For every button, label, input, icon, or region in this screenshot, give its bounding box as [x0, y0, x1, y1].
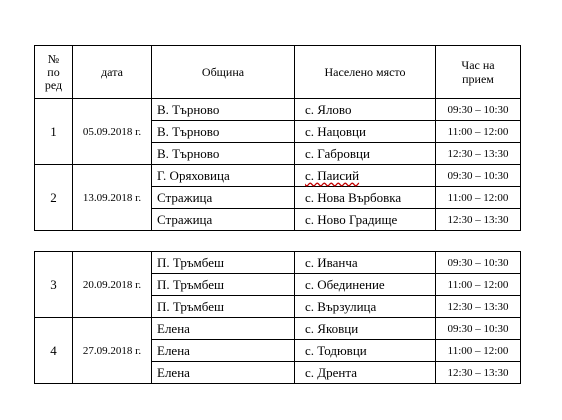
schedule-table-bottom	[34, 251, 521, 384]
cell-time: 11:00 – 12:00	[436, 274, 521, 296]
cell-time: 12:30 – 13:30	[436, 143, 521, 165]
cell-place: с. Яковци	[295, 318, 436, 340]
cell-municipality: В. Търново	[152, 143, 295, 165]
cell-place	[295, 165, 436, 187]
cell-municipality: В. Търново	[152, 121, 295, 143]
table-row	[35, 165, 521, 187]
group-number: 2	[35, 165, 73, 231]
cell-time: 09:30 – 10:30	[436, 165, 521, 187]
cell-place: с. Нова Върбовка	[295, 187, 436, 209]
header-number	[35, 46, 73, 99]
group-date: 05.09.2018 г.	[73, 99, 152, 165]
header-place: Населено място	[295, 46, 436, 99]
cell-place: с. Габровци	[295, 143, 436, 165]
cell-municipality: П. Тръмбеш	[152, 296, 295, 318]
cell-municipality: Елена	[152, 340, 295, 362]
header-row	[35, 46, 521, 99]
cell-place: с. Ялово	[295, 99, 436, 121]
cell-place: с. Вързулица	[295, 296, 436, 318]
header-number-line2: по	[47, 64, 60, 79]
header-time-line1: Час на	[461, 58, 495, 72]
cell-time: 09:30 – 10:30	[436, 99, 521, 121]
table-row	[35, 99, 521, 121]
header-number-line3: ред	[44, 77, 63, 92]
cell-municipality: В. Търново	[152, 99, 295, 121]
group-date: 20.09.2018 г.	[73, 252, 152, 318]
table-row	[35, 252, 521, 274]
cell-time: 12:30 – 13:30	[436, 362, 521, 384]
cell-place-text: с. Паисий	[305, 167, 360, 183]
cell-place: с. Иванча	[295, 252, 436, 274]
header-time	[436, 46, 521, 99]
header-time-line2: прием	[462, 72, 494, 86]
header-number-line1: №	[47, 51, 60, 66]
group-number: 4	[35, 318, 73, 384]
header-municipality: Община	[152, 46, 295, 99]
group-number: 1	[35, 99, 73, 165]
cell-municipality: Елена	[152, 318, 295, 340]
cell-municipality: Г. Оряховица	[152, 165, 295, 187]
cell-municipality: Стражица	[152, 187, 295, 209]
cell-place: с. Обединение	[295, 274, 436, 296]
group-date: 27.09.2018 г.	[73, 318, 152, 384]
cell-place: с. Дрента	[295, 362, 436, 384]
cell-time: 09:30 – 10:30	[436, 252, 521, 274]
cell-place: с. Ново Градище	[295, 209, 436, 231]
cell-time: 11:00 – 12:00	[436, 187, 521, 209]
group-number: 3	[35, 252, 73, 318]
cell-place: с. Нацовци	[295, 121, 436, 143]
cell-municipality: Елена	[152, 362, 295, 384]
cell-time: 09:30 – 10:30	[436, 318, 521, 340]
schedule-table-top	[34, 45, 521, 231]
cell-municipality: Стражица	[152, 209, 295, 231]
cell-municipality: П. Тръмбеш	[152, 274, 295, 296]
cell-time: 11:00 – 12:00	[436, 121, 521, 143]
cell-time: 11:00 – 12:00	[436, 340, 521, 362]
group-date: 13.09.2018 г.	[73, 165, 152, 231]
cell-place: с. Тодювци	[295, 340, 436, 362]
table-row	[35, 318, 521, 340]
cell-time: 12:30 – 13:30	[436, 296, 521, 318]
header-date: дата	[73, 46, 152, 99]
cell-time: 12:30 – 13:30	[436, 209, 521, 231]
cell-municipality: П. Тръмбеш	[152, 252, 295, 274]
